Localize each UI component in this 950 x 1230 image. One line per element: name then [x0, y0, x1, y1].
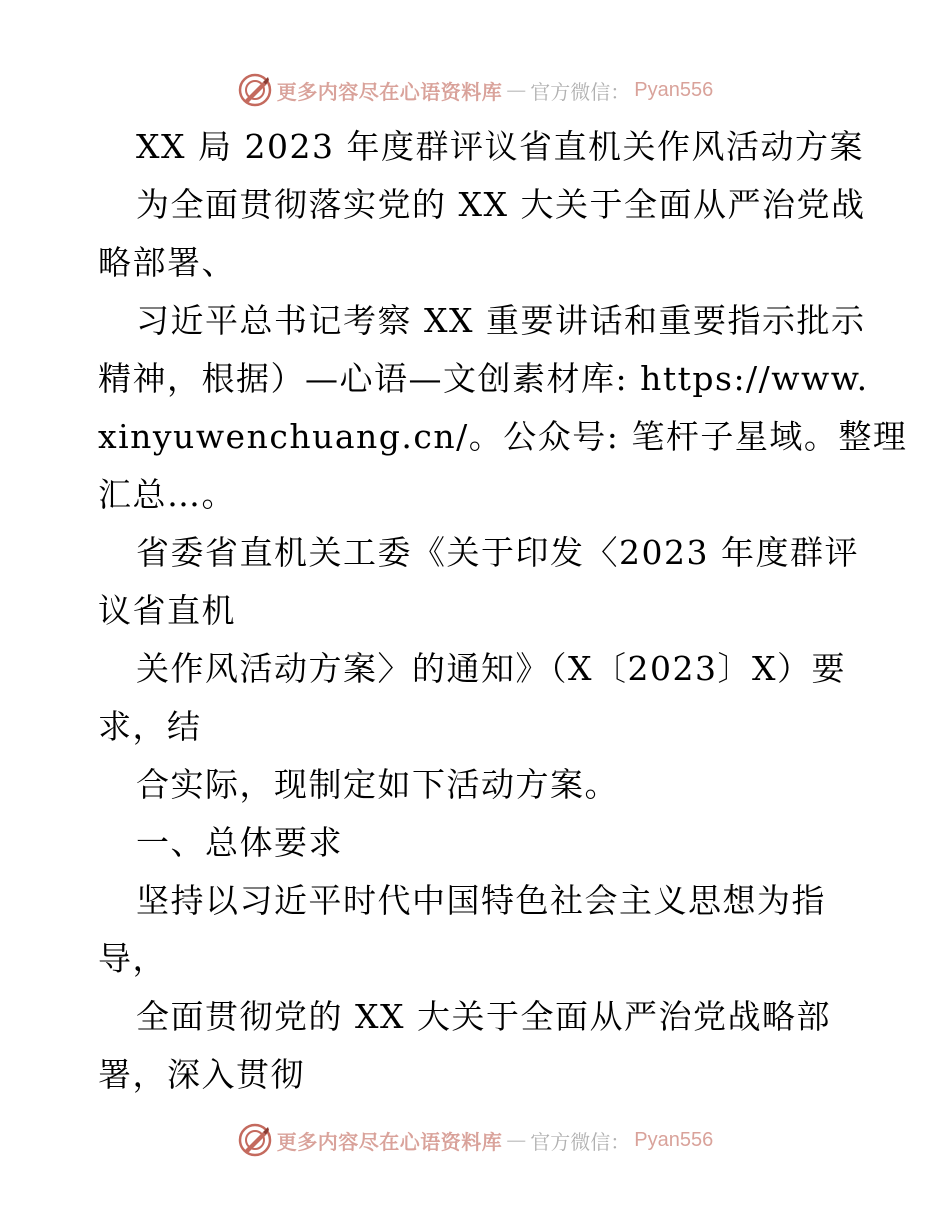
footer-watermark — [0, 1120, 950, 1160]
watermark-wechat-id: Pyan556 — [634, 78, 714, 101]
section-heading: 一、总体要求 — [136, 823, 343, 862]
paragraph-line: 求，结 — [98, 707, 202, 746]
document-body — [98, 118, 908, 1104]
watermark-brand-text: 更多内容尽在心语资料库 — [276, 79, 503, 104]
watermark-brand-text: 更多内容尽在心语资料库 — [276, 1129, 503, 1154]
paragraph-line: 坚持以习近平时代中国特色社会主义思想为指 — [136, 881, 826, 920]
paragraph-line: 署，深入贯彻 — [98, 1055, 305, 1094]
header-watermark — [0, 70, 950, 110]
paragraph-line: xinyuwenchuang.cn/。公众号: 笔杆子星域。整理 — [98, 417, 908, 456]
paragraph-line: 略部署、 — [98, 243, 236, 282]
paragraph-line: 全面贯彻党的 XX 大关于全面从严治党战略部 — [136, 997, 831, 1036]
paragraph-line: 精神，根据）—心语—文创素材库: https://www. — [98, 359, 869, 398]
watermark-separator: — — [506, 1128, 527, 1152]
watermark-separator: — — [506, 78, 527, 102]
paragraph-line: 合实际，现制定如下活动方案。 — [136, 765, 619, 804]
paragraph-line: 关作风活动方案〉的通知》（X〔2023〕X）要 — [136, 649, 846, 688]
brand-logo-icon — [237, 72, 273, 108]
watermark-official-label: 官方微信： — [530, 1129, 631, 1154]
paragraph-line: 为全面贯彻落实党的 XX 大关于全面从严治党战 — [136, 185, 866, 224]
paragraph-line: 议省直机 — [98, 591, 236, 630]
paragraph-line: 汇总…。 — [98, 475, 236, 514]
paragraph-line: 导， — [98, 939, 167, 978]
watermark-banner — [237, 1122, 713, 1158]
brand-logo-icon — [237, 1122, 273, 1158]
watermark-wechat-id: Pyan556 — [634, 1128, 714, 1151]
paragraph-line: 省委省直机关工委《关于印发〈2023 年度群评 — [136, 533, 859, 572]
document-title: XX 局 2023 年度群评议省直机关作风活动方案 — [136, 127, 864, 166]
watermark-banner — [237, 72, 713, 108]
paragraph-line: 习近平总书记考察 XX 重要讲话和重要指示批示 — [136, 301, 866, 340]
watermark-official-label: 官方微信： — [530, 79, 631, 104]
